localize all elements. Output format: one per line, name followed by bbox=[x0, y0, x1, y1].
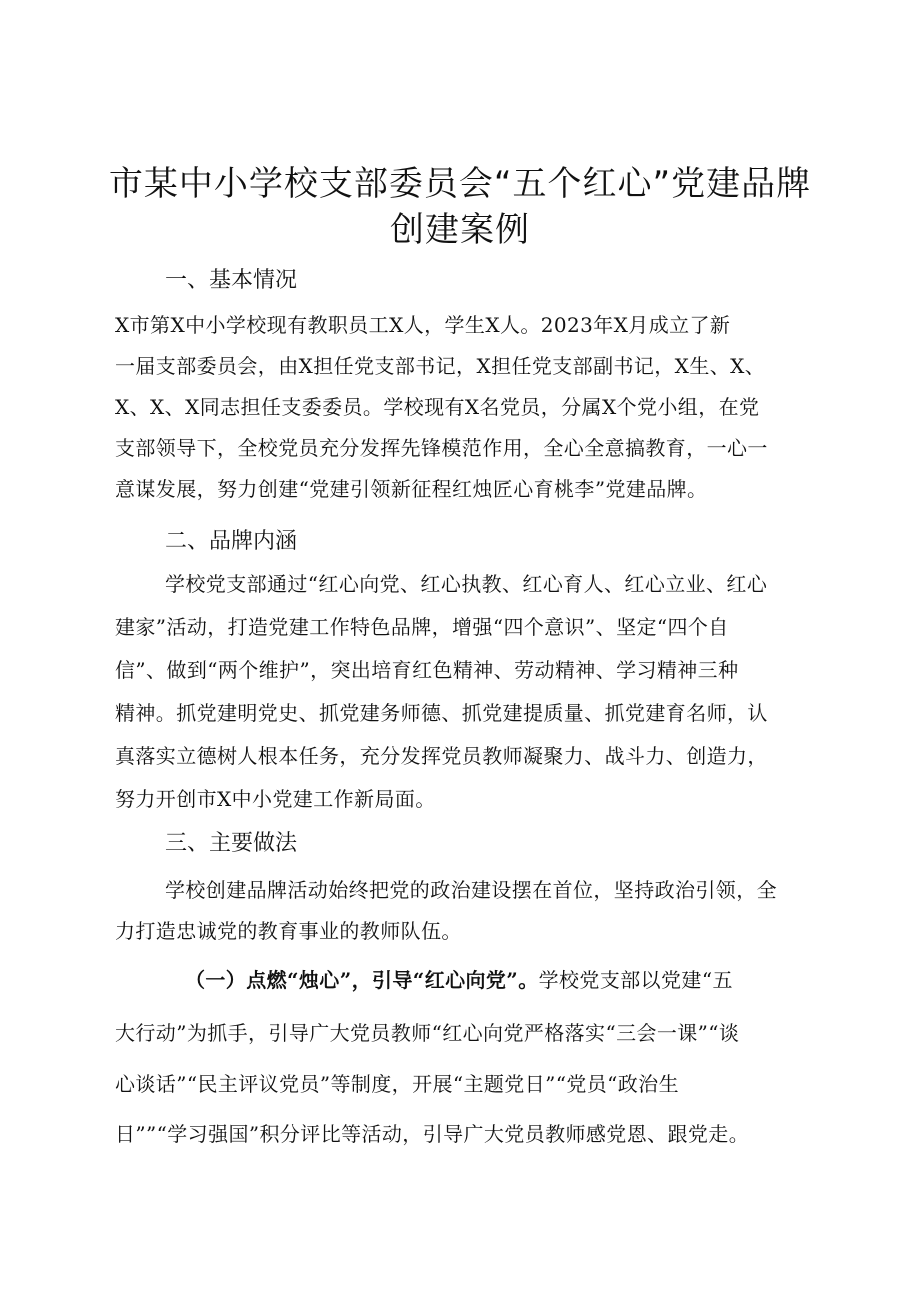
paragraph-line: 信”、做到“两个维护”，突出培育红色精神、劳动精神、学习精神三种 bbox=[115, 658, 739, 682]
paragraph-line: 大行动”为抓手，引导广大党员教师“红心向党严格落实“三会一课”“谈 bbox=[115, 1021, 740, 1045]
paragraph-line: 建家”活动，打造党建工作特色品牌，增强“四个意识”、坚定“四个自 bbox=[115, 615, 729, 639]
subsection-heading-bold: （一）点燃“烛心”，引导“红心向党”。 bbox=[185, 968, 539, 992]
subsection-first-line bbox=[185, 966, 815, 994]
paragraph-line: X市第X中小学校现有教职员工X人，学生X人。2023年X月成立了新 bbox=[115, 313, 731, 337]
paragraph-line: 支部领导下，全校党员充分发挥先锋模范作用，全心全意搞教育，一心一 bbox=[115, 436, 768, 460]
paragraph-line: X、X、X同志担任支委委员。学校现有X名党员，分属X个党小组，在党 bbox=[115, 395, 760, 419]
paragraph-line: 学校创建品牌活动始终把党的政治建设摆在首位，坚持政治引领，全 bbox=[165, 878, 777, 902]
section-heading-basic: 一、基本情况 bbox=[165, 268, 298, 293]
section-heading-practice: 三、主要做法 bbox=[165, 831, 298, 856]
paragraph-line: 一届支部委员会，由X担任党支部书记，X担任党支部副书记，X生、X、 bbox=[115, 354, 766, 378]
paragraph-line: 学校党支部通过“红心向党、红心执教、红心育人、红心立业、红心 bbox=[165, 572, 768, 596]
section-heading-brand: 二、品牌内涵 bbox=[165, 529, 298, 554]
paragraph-line: 努力开创市X中小党建工作新局面。 bbox=[115, 787, 436, 811]
paragraph-line: 精神。抓党建明党史、抓党建务师德、抓党建提质量、抓党建育名师，认 bbox=[115, 701, 768, 725]
paragraph-line: 真落实立德树人根本任务，充分发挥党员教师凝聚力、战斗力、创造力， bbox=[115, 744, 768, 768]
paragraph-line: 日””“学习强国”积分评比等活动，引导广大党员教师感党恩、跟党走。 bbox=[115, 1122, 750, 1146]
paragraph-line: 心谈话”“民主评议党员”等制度，开展“主题党日”“党员“政治生 bbox=[115, 1072, 679, 1096]
document-title-line-1: 市某中小学校支部委员会“五个红心”党建品牌 bbox=[108, 164, 812, 204]
paragraph-line: 意谋发展，努力创建“党建引领新征程红烛匠心育桃李”党建品牌。 bbox=[115, 477, 708, 501]
subsection-first-rest: 学校党支部以党建“五 bbox=[538, 968, 733, 992]
paragraph-line: 力打造忠诚党的教育事业的教师队伍。 bbox=[115, 919, 462, 943]
document-title-line-2: 创建案例 bbox=[390, 210, 530, 250]
